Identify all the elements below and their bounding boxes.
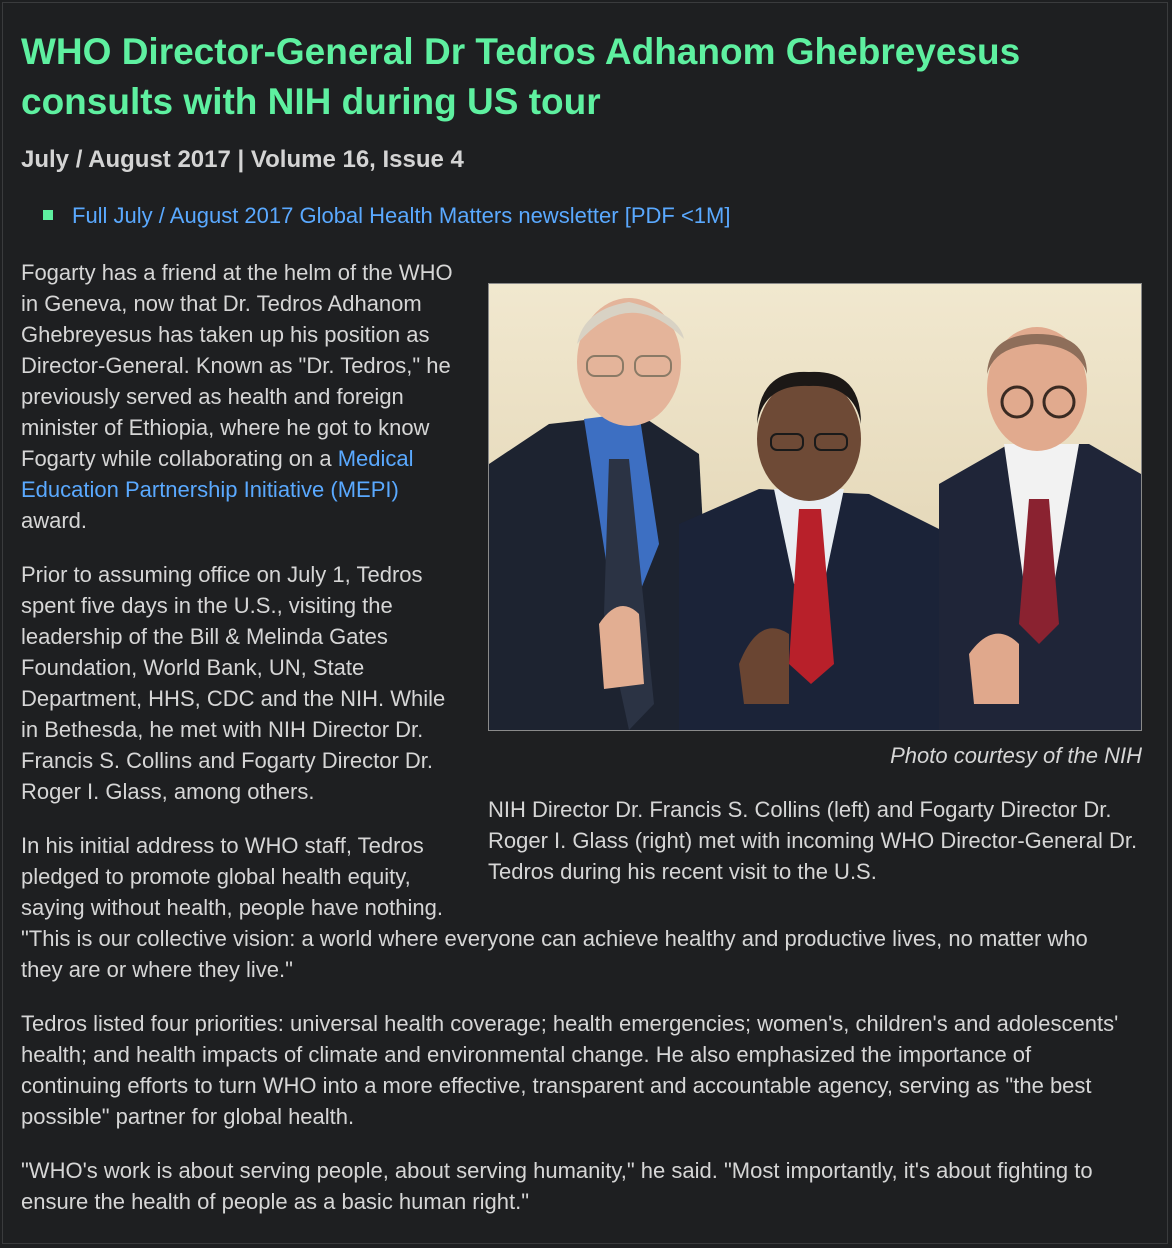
paragraph-1-end: award.: [21, 508, 88, 533]
mepi-link[interactable]: Medical Education Partnership Initiative (MEPI): [21, 446, 414, 502]
paragraph-1-text: Fogarty has a friend at the helm of the WHO in Geneva, now that Dr. Tedros Adhanom Ghebreyesus has taken up his position as Director-General. Known as "Dr. Tedros," he previously served as health and foreign minister of Ethiopia, where he got to know Fogarty while collaborating on a: [21, 260, 453, 471]
photo-caption: NIH Director Dr. Francis S. Collins (left) and Fogarty Director Dr. Roger I. Glass (right) met with incoming WHO Director-General Dr. Tedros during his recent visit to the U.S.: [488, 797, 1138, 884]
photo-credit: Photo courtesy of the NIH: [890, 743, 1142, 768]
paragraph-5: "WHO's work is about serving people, about serving humanity," he said. "Most importantly, it's about fighting to ensure the health of people as a basic human right.": [21, 1158, 1093, 1214]
bullet-icon: [43, 210, 53, 220]
paragraph-4: Tedros listed four priorities: universal health coverage; health emergencies; women's, children's and adolescents' health; and health impacts of climate and environmental change. He also emphasized the importance of continuing efforts to turn WHO into a more effective, transparent and accountable agency, serving as "the best possible" partner for global health.: [21, 1011, 1119, 1129]
photo: [488, 283, 1142, 731]
issue-info: July / August 2017 | Volume 16, Issue 4: [21, 146, 464, 173]
pdf-link-row: [43, 203, 730, 229]
paragraph-2: Prior to assuming office on July 1, Tedros spent five days in the U.S., visiting the leadership of the Bill & Melinda Gates Foundation, World Bank, UN, State Department, HHS, CDC and the NIH. While in Bethesda, he met with NIH Director Dr. Francis S. Collins and Fogarty Director Dr. Roger I. Glass, among others.: [21, 562, 446, 804]
paragraph-3: In his initial address to WHO staff, Tedros pledged to promote global health equity, saying without health, people have nothing. "This is our collective vision: a world where everyone can achieve healthy and productive lives, no matter who they are or where they live.": [21, 833, 1088, 982]
article-body: [21, 257, 1142, 1240]
newsletter-pdf-link[interactable]: Full July / August 2017 Global Health Matters newsletter [PDF <1M]: [72, 203, 731, 228]
photo-figure: [488, 283, 1142, 887]
article-title: WHO Director-General Dr Tedros Adhanom Ghebreyesus consults with NIH during US tour: [21, 31, 1021, 122]
photo-illustration: [489, 284, 1141, 730]
